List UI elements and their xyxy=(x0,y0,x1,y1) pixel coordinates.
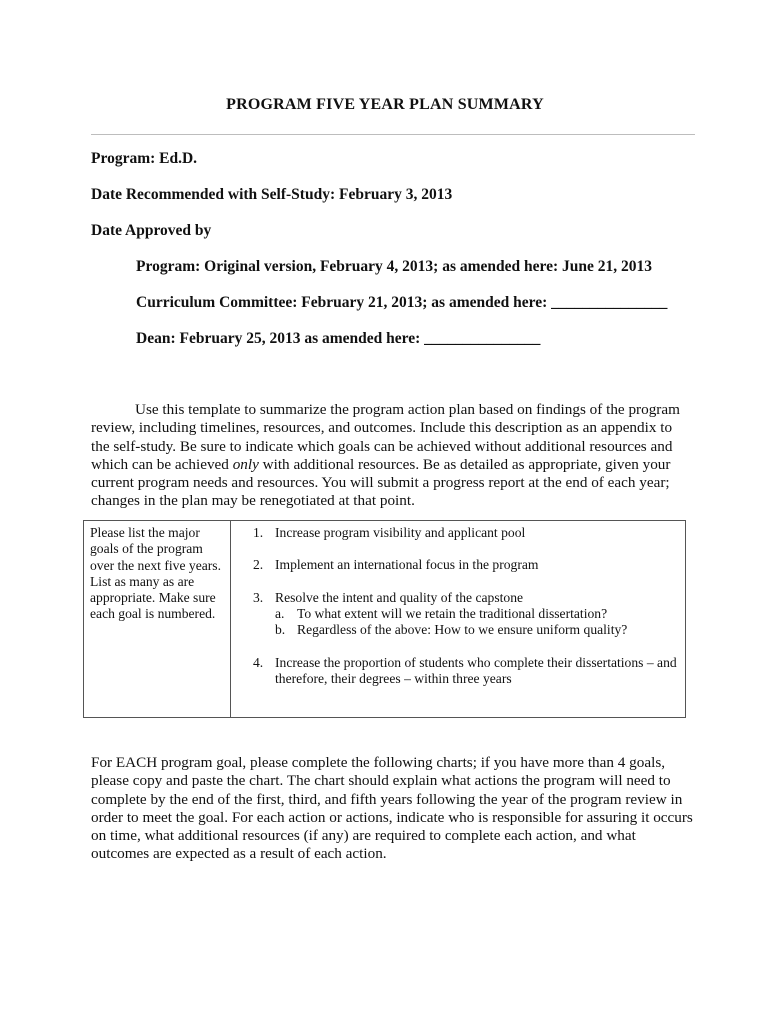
goals-prompt-cell xyxy=(84,521,231,717)
curriculum-approval-line: Curriculum Committee: February 21, 2013; as amended here: _______________ xyxy=(136,294,668,311)
goal-text: Resolve the intent and quality of the capstone xyxy=(275,590,524,605)
goals-prompt-text: Please list the major goals of the program over the next five years. List as many as are appropriate. Make sure each goal is numbered. xyxy=(90,525,221,622)
instructions-text-part2: with additional resources. Be as detailed as appropriate, given your current program needs and resources. You will submit a progress report at the end of each year; changes in the plan may be renegotiated at that point. xyxy=(91,455,671,510)
page-title: PROGRAM FIVE YEAR PLAN SUMMARY xyxy=(226,96,544,113)
goal-number: 3. xyxy=(253,590,264,605)
instructions-paragraph xyxy=(91,401,693,511)
subitem-text: To what extent will we retain the traditional dissertation? xyxy=(297,606,608,621)
date-approved-label: Date Approved by xyxy=(91,222,212,239)
goals-list-cell xyxy=(231,521,685,717)
instructions-emphasis: only xyxy=(232,455,259,473)
program-line: Program: Ed.D. xyxy=(91,150,198,167)
goal-number: 1. xyxy=(253,525,264,540)
title-divider xyxy=(91,134,695,135)
closing-paragraph-text: For EACH program goal, please complete the following charts; if you have more than 4 goals, please copy and paste the chart. The chart should explain what actions the program will need to complete by the end of the first, third, and fifth years following the year of the program review in order to meet the goal. For each action or actions, indicate who is responsible for assuring it occurs on time, what additional resources (if any) are required to complete each action, and what outcomes are expected as a result of each action. xyxy=(91,754,693,863)
date-recommended-line: Date Recommended with Self-Study: February 3, 2013 xyxy=(91,186,453,203)
subitem-letter: a. xyxy=(275,606,285,621)
goals-table xyxy=(83,520,686,718)
goal-number: 4. xyxy=(253,655,264,670)
closing-paragraph xyxy=(91,754,693,864)
goal-text: Increase program visibility and applicant pool xyxy=(275,525,526,540)
program-approval-line: Program: Original version, February 4, 2013; as amended here: June 21, 2013 xyxy=(136,258,653,275)
dean-approval-line: Dean: February 25, 2013 as amended here: _______________ xyxy=(136,330,541,347)
goal-text: Implement an international focus in the program xyxy=(275,557,539,572)
subitem-text: Regardless of the above: How to we ensure uniform quality? xyxy=(297,622,628,637)
subitem-letter: b. xyxy=(275,622,286,637)
goal-number: 2. xyxy=(253,557,264,572)
goal-text: Increase the proportion of students who complete their dissertations – and therefore, their degrees – within three years xyxy=(275,655,677,687)
instructions-text-part1: Use this template to summarize the program action plan based on findings of the program review, including timelines, resources, and outcomes. Include this description as an appendix to the self-study. Be sure to indicate which goals can be achieved without additional resources and which can be achieved xyxy=(91,401,680,473)
